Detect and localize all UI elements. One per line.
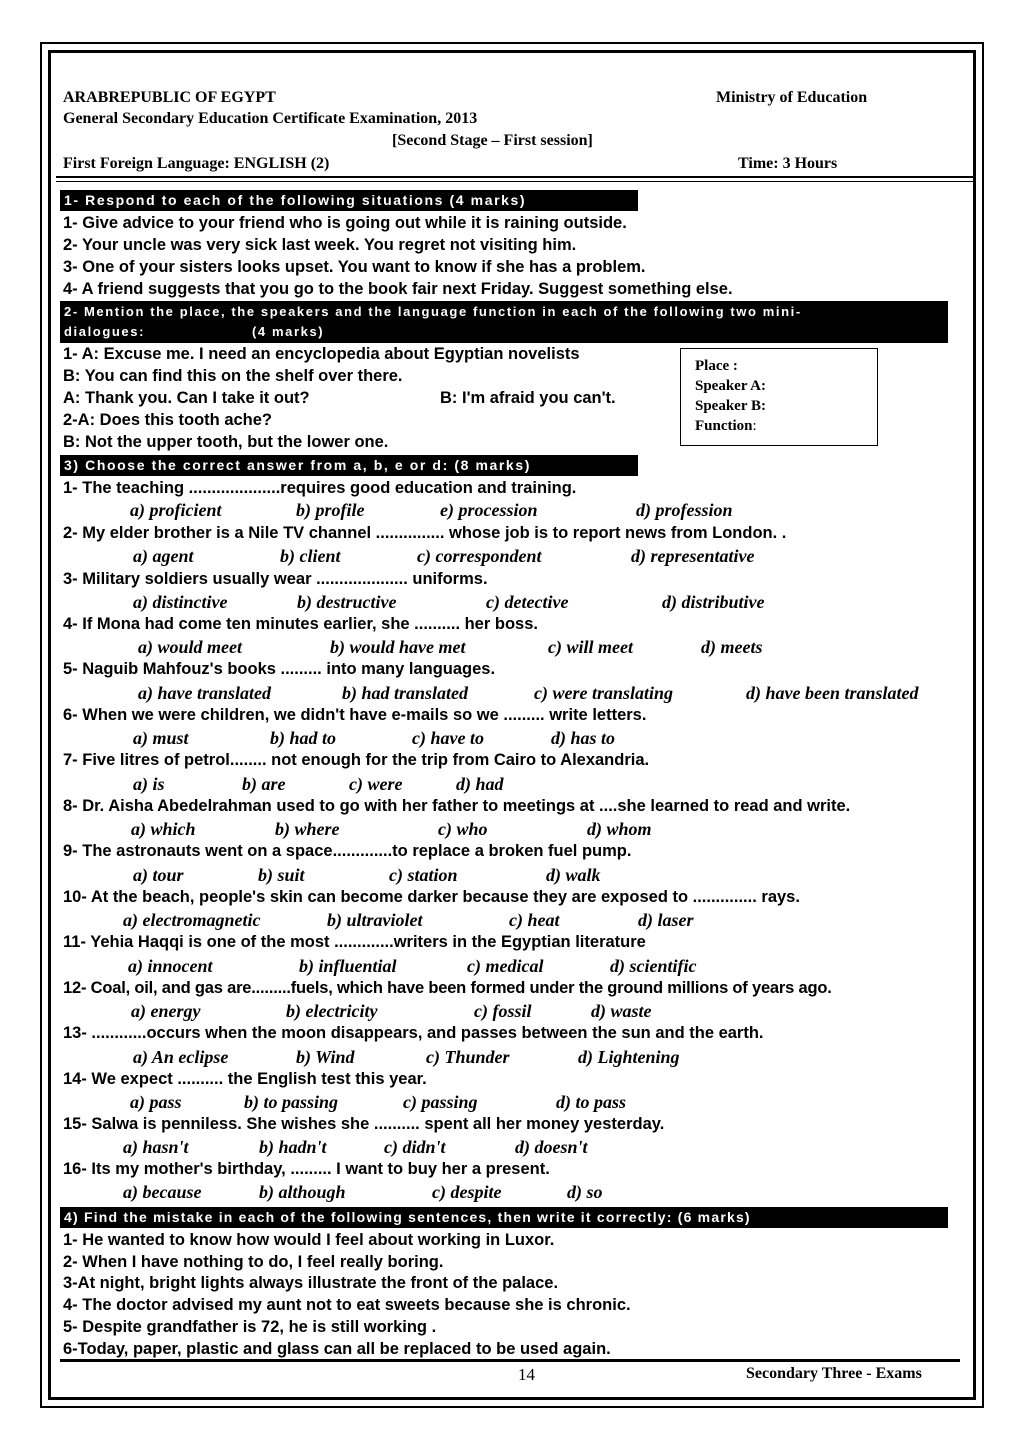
q1-stem: 1- The teaching ....................requires good education and training. xyxy=(63,479,577,497)
header-divider xyxy=(56,176,976,178)
q13-opt-d: d) Lightening xyxy=(578,1047,680,1067)
q8-stem: 8- Dr. Aisha Abedelrahman used to go with her father to meetings at ....she learned to read and write. xyxy=(63,797,851,815)
q3-opt-b: b) destructive xyxy=(297,592,397,612)
q1-opt-d: d) profession xyxy=(636,500,733,520)
box-place: Place : xyxy=(695,358,738,374)
q12-opt-d: d) waste xyxy=(591,1001,652,1021)
exam-subject: First Foreign Language: ENGLISH (2) xyxy=(63,155,330,172)
q15-opt-c: c) didn't xyxy=(384,1137,446,1157)
q7-stem: 7- Five litres of petrol........ not enough for the trip from Cairo to Alexandria. xyxy=(63,751,650,769)
s1-item-4: 4- A friend suggests that you go to the book fair next Friday. Suggest something else. xyxy=(63,280,733,298)
q14-opt-c: c) passing xyxy=(403,1092,478,1112)
q14-opt-b: b) to passing xyxy=(244,1092,339,1112)
section-2-title xyxy=(60,301,948,343)
q3-opt-d: d) distributive xyxy=(662,592,765,612)
q10-opt-d: d) laser xyxy=(638,910,694,930)
box-function-label: Function xyxy=(695,418,753,434)
q16-opt-b: b) although xyxy=(259,1182,346,1202)
s2-title-line2: dialogues: xyxy=(64,324,146,339)
q15-opt-a: a) hasn't xyxy=(123,1137,189,1157)
q14-opt-a: a) pass xyxy=(130,1092,182,1112)
q5-opt-b: b) had translated xyxy=(342,683,469,703)
q8-opt-d: d) whom xyxy=(587,819,652,839)
q3-opt-a: a) distinctive xyxy=(133,592,228,612)
q15-opt-b: b) hadn't xyxy=(259,1137,327,1157)
q7-opt-b: b) are xyxy=(242,774,286,794)
q5-opt-a: a) have translated xyxy=(138,683,271,703)
s1-item-1: 1- Give advice to your friend who is going out while it is raining outside. xyxy=(63,214,627,232)
q2-opt-a: a) agent xyxy=(133,546,194,566)
q8-opt-b: b) where xyxy=(275,819,340,839)
s2-line-5: 2-A: Does this tooth ache? xyxy=(63,411,273,429)
s4-item-3: 3-At night, bright lights always illustrate the front of the palace. xyxy=(63,1274,559,1292)
s4-item-4: 4- The doctor advised my aunt not to eat sweets because she is chronic. xyxy=(63,1296,631,1314)
q6-opt-a: a) must xyxy=(133,728,189,748)
q12-opt-c: c) fossil xyxy=(474,1001,532,1021)
q7-opt-c: c) were xyxy=(349,774,403,794)
footer-label: Secondary Three - Exams xyxy=(746,1365,922,1382)
q5-opt-c: c) were translating xyxy=(534,683,674,703)
q7-opt-d: d) had xyxy=(456,774,504,794)
q5-stem: 5- Naguib Mahfouz's books ......... into many languages. xyxy=(63,660,496,678)
q16-opt-d: d) so xyxy=(567,1182,603,1202)
q16-opt-c: c) despite xyxy=(432,1182,502,1202)
q10-stem: 10- At the beach, people's skin can become darker because they are exposed to .............. rays. xyxy=(63,888,800,906)
answer-box xyxy=(680,348,878,446)
q12-stem: 12- Coal, oil, and gas are.........fuels, which have been formed under the ground millions of years ago. xyxy=(63,979,832,997)
q15-opt-d: d) doesn't xyxy=(515,1137,588,1157)
footer-divider xyxy=(60,1359,960,1362)
q6-opt-b: b) had to xyxy=(270,728,337,748)
q4-opt-d: d) meets xyxy=(701,637,763,657)
q13-stem: 13- ............occurs when the moon disappears, and passes between the sun and the earth. xyxy=(63,1024,764,1042)
q1-opt-b: b) profile xyxy=(296,500,365,520)
q13-opt-c: c) Thunder xyxy=(426,1047,510,1067)
box-function xyxy=(695,418,757,435)
s2-line-1: 1- A: Excuse me. I need an encyclopedia about Egyptian novelists xyxy=(63,345,580,363)
s1-item-2: 2- Your uncle was very sick last week. You regret not visiting him. xyxy=(63,236,577,254)
exam-title: General Secondary Education Certificate Examination, 2013 xyxy=(63,110,478,127)
q2-stem: 2- My elder brother is a Nile TV channel ............... whose job is to report news from London. . xyxy=(63,524,787,542)
box-function-colon: : xyxy=(752,418,757,434)
q9-opt-c: c) station xyxy=(389,865,458,885)
q11-opt-b: b) influential xyxy=(299,956,397,976)
q9-stem: 9- The astronauts went on a space.............to replace a broken fuel pump. xyxy=(63,842,632,860)
q13-opt-a: a) An eclipse xyxy=(133,1047,229,1067)
q2-opt-c: c) correspondent xyxy=(417,546,542,566)
q16-stem: 16- Its my mother's birthday, ......... I want to buy her a present. xyxy=(63,1160,550,1178)
page-number: 14 xyxy=(518,1365,535,1384)
exam-time: Time: 3 Hours xyxy=(738,155,838,172)
section-1-title: 1- Respond to each of the following situations (4 marks) xyxy=(60,190,638,211)
q11-stem: 11- Yehia Haqqi is one of the most .............writers in the Egyptian literature xyxy=(63,933,646,951)
s4-item-1: 1- He wanted to know how would I feel about working in Luxor. xyxy=(63,1231,555,1249)
s2-line-4: B: I'm afraid you can't. xyxy=(440,389,616,407)
q9-opt-a: a) tour xyxy=(133,865,184,885)
q1-opt-a: a) proficient xyxy=(130,500,222,520)
q8-opt-a: a) which xyxy=(131,819,196,839)
s2-marks: (4 marks) xyxy=(252,324,325,339)
q2-opt-d: d) representative xyxy=(631,546,755,566)
q11-opt-d: d) scientific xyxy=(610,956,697,976)
q10-opt-b: b) ultraviolet xyxy=(327,910,423,930)
q11-opt-c: c) medical xyxy=(467,956,544,976)
q10-opt-c: c) heat xyxy=(509,910,560,930)
q11-opt-a: a) innocent xyxy=(128,956,213,976)
s2-line-6: B: Not the upper tooth, but the lower one. xyxy=(63,433,389,451)
q6-opt-d: d) has to xyxy=(551,728,616,748)
q6-stem: 6- When we were children, we didn't have e-mails so we ......... write letters. xyxy=(63,706,647,724)
section-4-title: 4) Find the mistake in each of the following sentences, then write it correctly: (6 marks) xyxy=(60,1207,948,1228)
s4-item-5: 5- Despite grandfather is 72, he is still working . xyxy=(63,1318,437,1336)
q10-opt-a: a) electromagnetic xyxy=(123,910,261,930)
q1-opt-c: e) procession xyxy=(440,500,538,520)
box-speaker-b: Speaker B: xyxy=(695,398,766,414)
q6-opt-c: c) have to xyxy=(412,728,484,748)
q2-opt-b: b) client xyxy=(280,546,341,566)
q5-opt-d: d) have been translated xyxy=(746,683,919,703)
q14-stem: 14- We expect .......... the English test this year. xyxy=(63,1070,427,1088)
s4-item-6: 6-Today, paper, plastic and glass can all be replaced to be used again. xyxy=(63,1340,611,1358)
q12-opt-b: b) electricity xyxy=(286,1001,378,1021)
s2-title-line1: 2- Mention the place, the speakers and the language function in each of the following two mini- xyxy=(64,304,802,319)
s2-title-line2-wrap xyxy=(64,322,948,342)
q9-opt-b: b) suit xyxy=(258,865,305,885)
q14-opt-d: d) to pass xyxy=(556,1092,627,1112)
q4-opt-b: b) would have met xyxy=(330,637,466,657)
q16-opt-a: a) because xyxy=(123,1182,202,1202)
country-name: ARABREPUBLIC OF EGYPT xyxy=(63,89,276,106)
ministry-name: Ministry of Education xyxy=(716,89,868,106)
s2-line-2: B: You can find this on the shelf over there. xyxy=(63,367,403,385)
q7-opt-a: a) is xyxy=(133,774,165,794)
s1-item-3: 3- One of your sisters looks upset. You want to know if she has a problem. xyxy=(63,258,646,276)
q3-stem: 3- Military soldiers usually wear .................... uniforms. xyxy=(63,570,488,588)
q9-opt-d: d) walk xyxy=(546,865,601,885)
q3-opt-c: c) detective xyxy=(486,592,569,612)
exam-stage: [Second Stage – First session] xyxy=(392,132,593,149)
header-divider-thin xyxy=(56,181,976,182)
q4-stem: 4- If Mona had come ten minutes earlier, she .......... her boss. xyxy=(63,615,538,633)
q15-stem: 15- Salwa is penniless. She wishes she .......... spent all her money yesterday. xyxy=(63,1115,665,1133)
q8-opt-c: c) who xyxy=(438,819,488,839)
s2-line-3: A: Thank you. Can I take it out? xyxy=(63,389,310,407)
q13-opt-b: b) Wind xyxy=(296,1047,355,1067)
box-speaker-a: Speaker A: xyxy=(695,378,766,394)
s4-item-2: 2- When I have nothing to do, I feel really boring. xyxy=(63,1253,444,1271)
q4-opt-a: a) would meet xyxy=(138,637,242,657)
section-3-title: 3) Choose the correct answer from a, b, e or d: (8 marks) xyxy=(60,455,638,476)
q12-opt-a: a) energy xyxy=(131,1001,201,1021)
q4-opt-c: c) will meet xyxy=(548,637,633,657)
